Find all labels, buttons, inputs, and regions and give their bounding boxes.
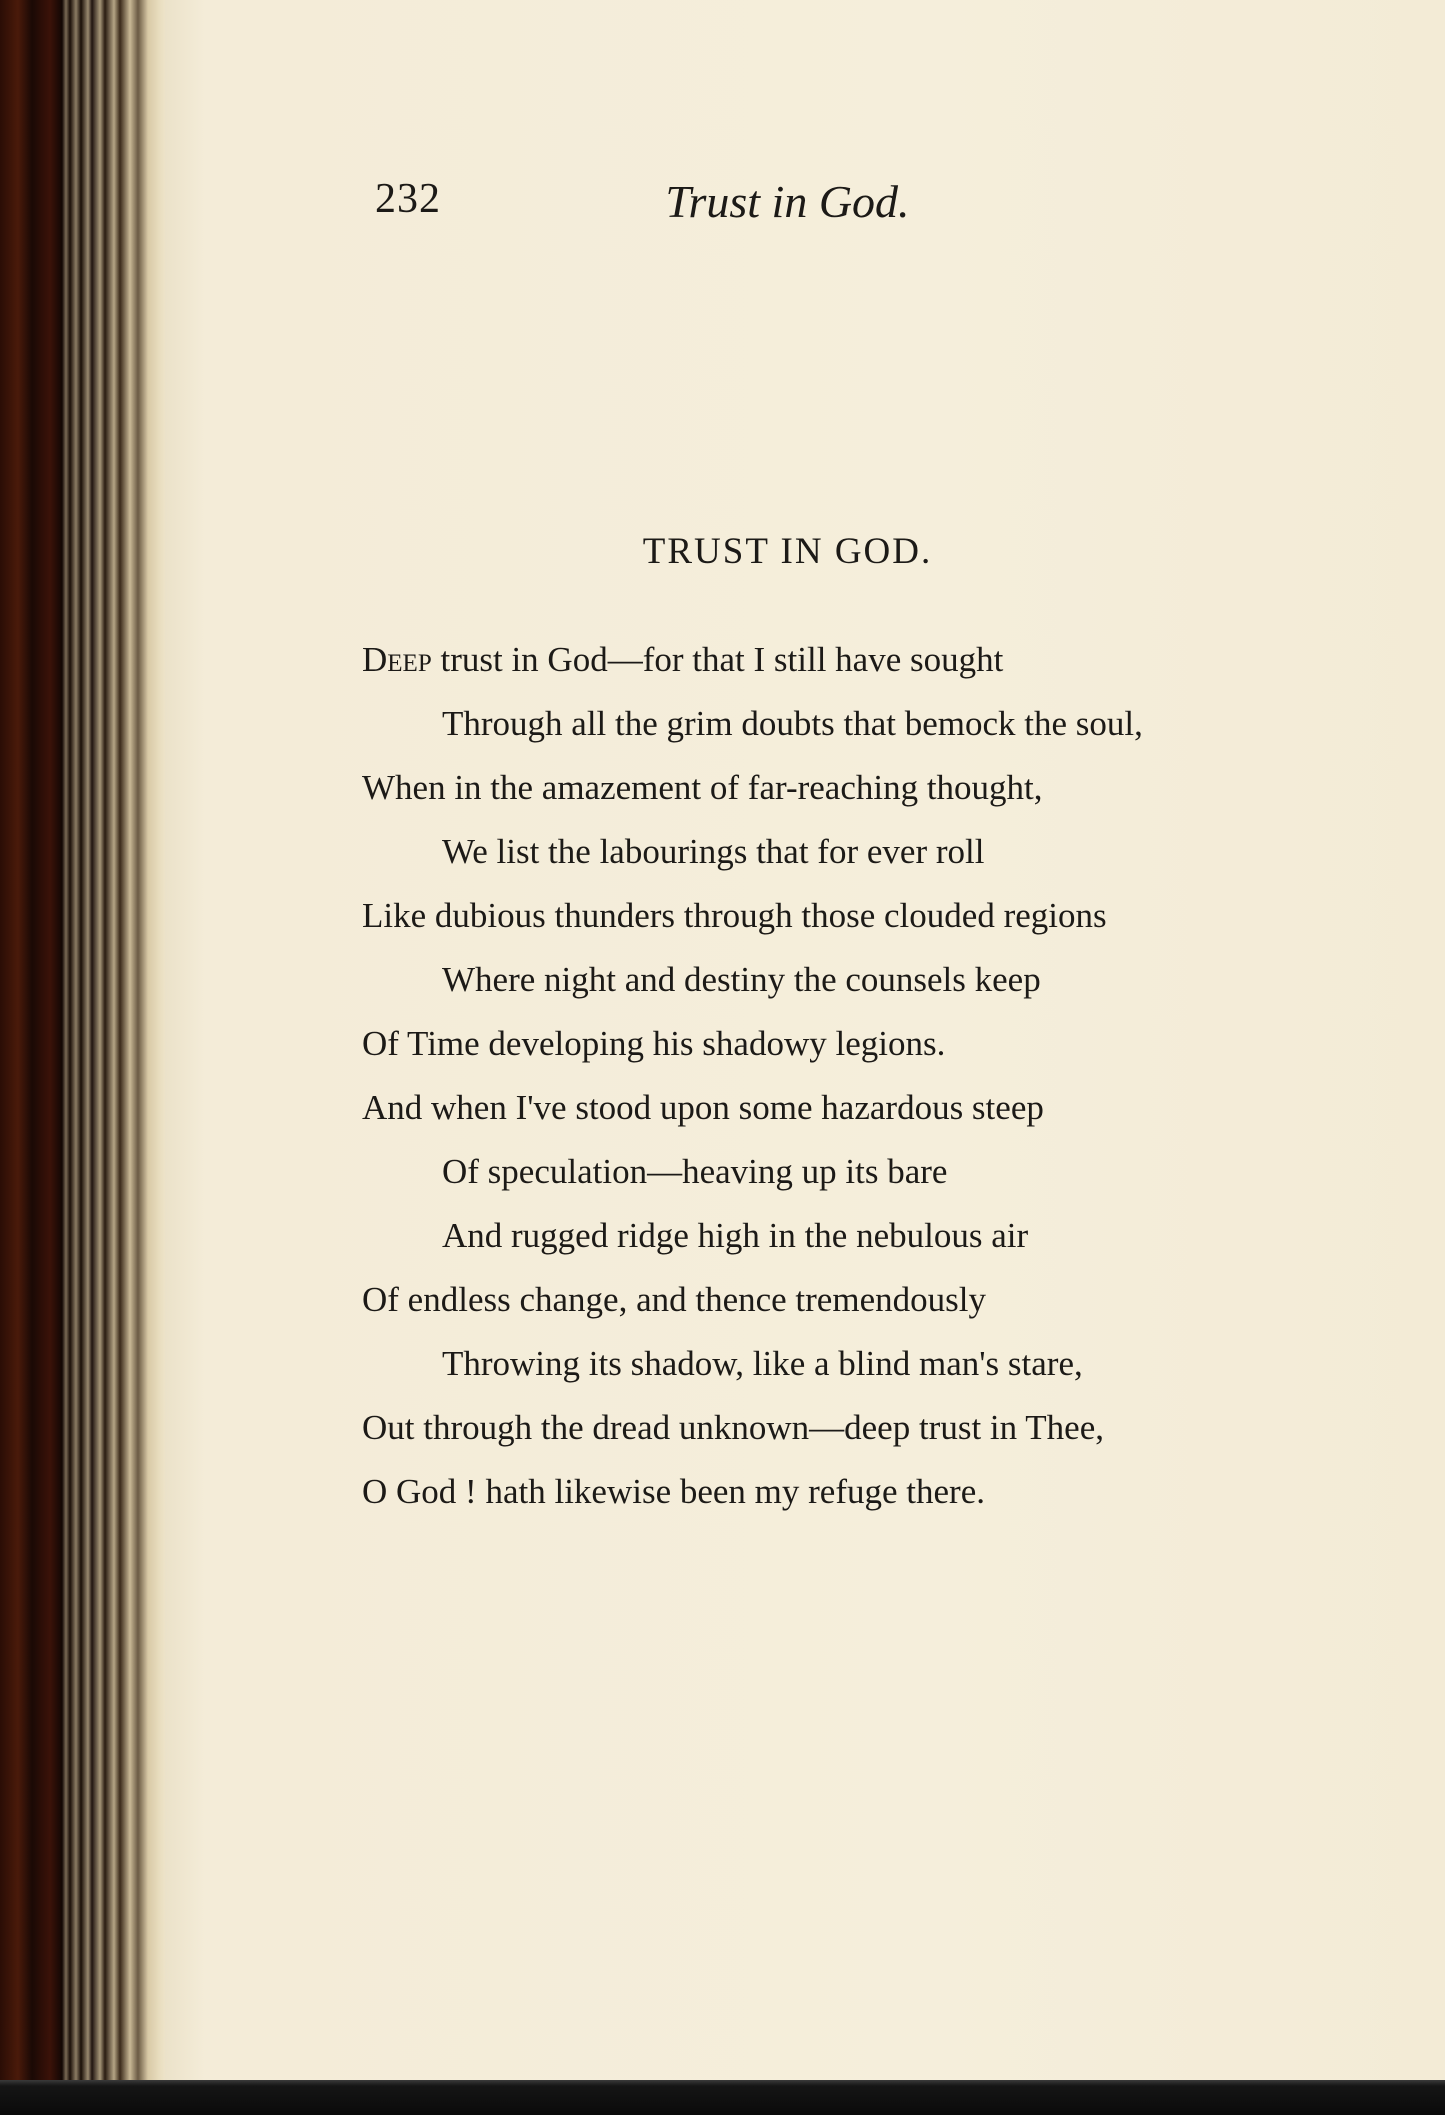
poem-line: Out through the dread unknown—deep trust in Thee,: [362, 1408, 1104, 1447]
running-title: Trust in God.: [665, 176, 910, 227]
poem-line: Where night and destiny the counsels keep: [442, 960, 1041, 999]
poem-line: O God ! hath likewise been my refuge there.: [362, 1472, 985, 1511]
poem-line: Like dubious thunders through those clouded regions: [362, 896, 1107, 935]
poem-line: Of Time developing his shadowy legions.: [362, 1024, 946, 1063]
page-number: 232: [375, 176, 441, 222]
poem-line-text: trust in God—for that I still have sought: [431, 640, 1004, 679]
poem-line: When in the amazement of far-reaching thought,: [362, 768, 1043, 807]
poem-title: TRUST IN GOD.: [642, 531, 933, 572]
poem-line: [362, 628, 1362, 692]
scan-bottom-edge: [0, 2080, 1445, 2115]
poem-line: And rugged ridge high in the nebulous air: [442, 1216, 1029, 1255]
poem-first-word: Deep: [362, 640, 432, 679]
book-page-edges: [0, 0, 170, 2115]
poem-line: Of endless change, and thence tremendously: [362, 1280, 986, 1319]
poem-line: Through all the grim doubts that bemock the soul,: [442, 704, 1143, 743]
poem-line: Throwing its shadow, like a blind man's stare,: [442, 1344, 1083, 1383]
poem-line: Of speculation—heaving up its bare: [442, 1152, 948, 1191]
poem-line: And when I've stood upon some hazardous steep: [362, 1088, 1044, 1127]
poem-text: [362, 628, 1362, 1524]
poem-line: We list the labourings that for ever roll: [442, 832, 985, 871]
running-header: [0, 175, 1445, 235]
